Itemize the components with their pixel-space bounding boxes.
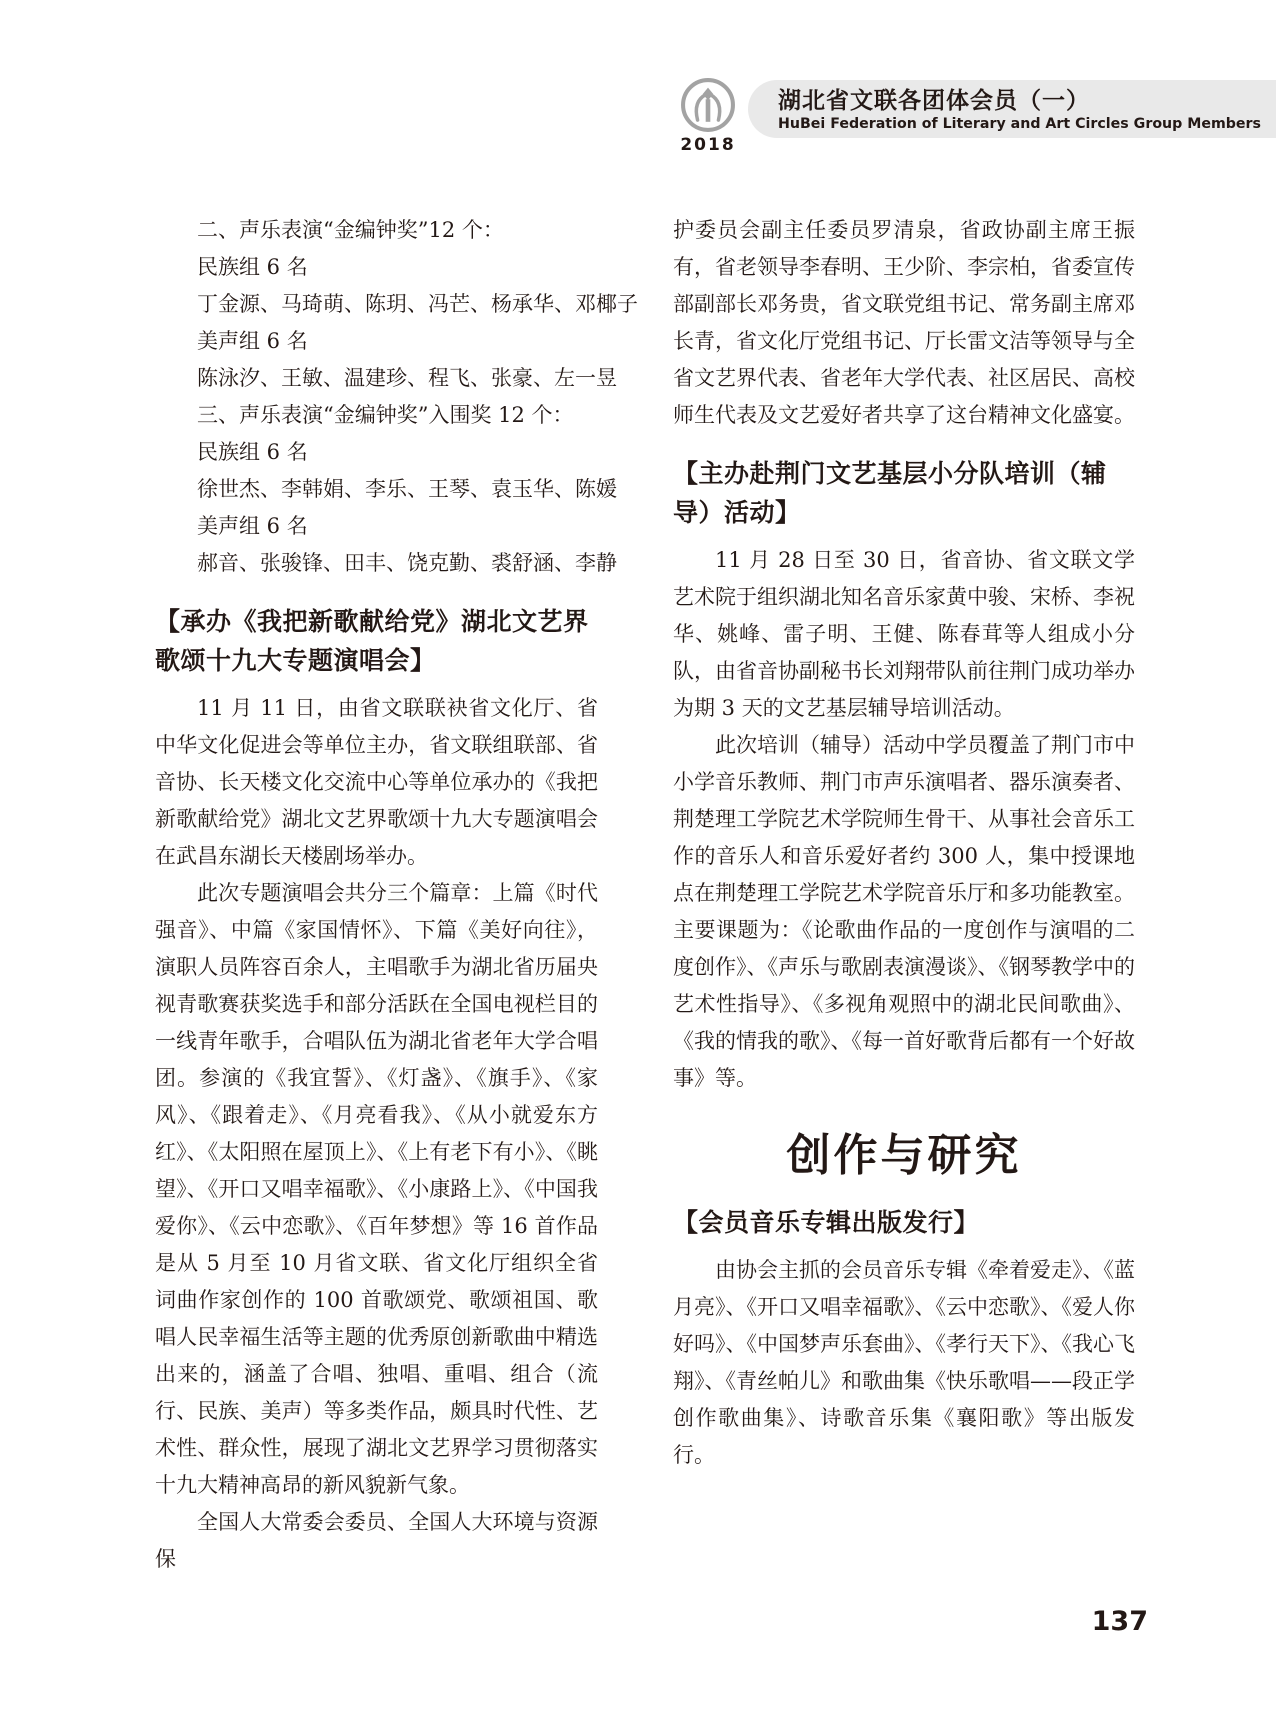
- page-number: 137: [1091, 1606, 1148, 1637]
- federation-logo-icon: [676, 76, 740, 134]
- chapter-title: 创作与研究: [786, 1130, 1022, 1181]
- list-line: 郝音、张骏锋、田丰、饶克勤、裘舒涵、李静: [197, 551, 617, 575]
- body-paragraph: 11 月 11 日，由省文联联袂省文化厅、省中华文化促进会等单位主办，省文联组联部、省音协、长天楼文化交流中心等单位承办的《我把新歌献给党》湖北文艺界歌颂十九大专题演唱会在武昌东湖长天楼剧场举办。: [155, 696, 598, 868]
- list-line: 美声组 6 名: [197, 329, 308, 353]
- left-column: [155, 212, 638, 1578]
- header-logo-block: [676, 76, 740, 155]
- list-line: 民族组 6 名: [197, 440, 308, 464]
- list-line: 民族组 6 名: [197, 255, 308, 279]
- body-paragraph: 护委员会副主任委员罗清泉，省政协副主席王振有，省老领导李春明、王少阶、李宗柏，省委宣传部副部长邓务贵，省文联党组书记、常务副主席邓长青，省文化厅党组书记、厅长雷文洁等领导与全省文艺界代表、省老年大学代表、社区居民、高校师生代表及文艺爱好者共享了这台精神文化盛宴。: [673, 218, 1135, 427]
- body-paragraph: 由协会主抓的会员音乐专辑《牵着爱走》、《蓝月亮》、《开口又唱幸福歌》、《云中恋歌》、《爱人你好吗》、《中国梦声乐套曲》、《孝行天下》、《我心飞翔》、《青丝帕儿》和歌曲集《快乐歌唱——段正学创作歌曲集》、诗歌音乐集《襄阳歌》等出版发行。: [673, 1258, 1135, 1467]
- header-title-cn: 湖北省文联各团体会员（一）: [778, 88, 1090, 114]
- body-paragraph: 11 月 28 日至 30 日，省音协、省文联文学艺术院于组织湖北知名音乐家黄中骏、宋桥、李祝华、姚峰、雷子明、王健、陈春茸等人组成小分队，由省音协副秘书长刘翔带队前往荆门成功举办为期 3 天的文艺基层辅导培训活动。: [673, 548, 1135, 720]
- body-paragraph: 此次专题演唱会共分三个篇章：上篇《时代强音》、中篇《家国情怀》、下篇《美好向往》，演职人员阵容百余人，主唱歌手为湖北省历届央视青歌赛获奖选手和部分活跃在全国电视栏目的一线青年歌手，合唱队伍为湖北省老年大学合唱团。参演的《我宜誓》、《灯盏》、《旗手》、《家风》、《跟着走》、《月亮看我》、《从小就爱东方红》、《太阳照在屋顶上》、《上有老下有小》、《眺望》、《开口又唱幸福歌》、《小康路上》、《中国我爱你》、《云中恋歌》、《百年梦想》等 16 首作品是从 5 月至 10 月省文联、省文化厅组织全省词曲作家创作的 100 首歌颂党、歌颂祖国、歌唱人民幸福生活等主题的优秀原创新歌曲中精选出来的，涵盖了合唱、独唱、重唱、组合（流行、民族、美声）等多类作品，颇具时代性、艺术性、群众性，展现了湖北文艺界学习贯彻落实十九大精神高昂的新风貌新气象。: [155, 881, 598, 1497]
- right-column: [673, 212, 1135, 1474]
- section-heading: 【承办《我把新歌献给党》湖北文艺界歌颂十九大专题演唱会】: [155, 607, 589, 675]
- section-heading: 【主办赴荆门文艺基层小分队培训（辅导）活动】: [673, 459, 1107, 527]
- section-heading: 【会员音乐专辑出版发行】: [673, 1208, 980, 1237]
- header-year: 2018: [680, 135, 736, 155]
- header-bar: [748, 80, 1276, 138]
- header-title-en: HuBei Federation of Literary and Art Circles Group Members: [778, 116, 1261, 132]
- body-paragraph: 此次培训（辅导）活动中学员覆盖了荆门市中小学音乐教师、荆门市声乐演唱者、器乐演奏者、荆楚理工学院艺术学院师生骨干、从事社会音乐工作的音乐人和音乐爱好者约 300 人，集中授课地点在荆楚理工学院艺术学院音乐厅和多功能教室。主要课题为：《论歌曲作品的一度创作与演唱的二度创作》、《声乐与歌剧表演漫谈》、《钢琴教学中的艺术性指导》、《多视角观照中的湖北民间歌曲》、《我的情我的歌》、《每一首好歌背后都有一个好故事》等。: [673, 733, 1135, 1090]
- list-line: 三、声乐表演“金编钟奖”入围奖 12 个：: [197, 403, 574, 427]
- list-line: 美声组 6 名: [197, 514, 308, 538]
- body-paragraph: 全国人大常委会委员、全国人大环境与资源保: [155, 1510, 598, 1571]
- list-line: 徐世杰、李韩娟、李乐、王琴、袁玉华、陈媛: [197, 477, 617, 501]
- list-line: 陈泳汐、王敏、温建珍、程飞、张豪、左一昱: [197, 366, 617, 390]
- list-line: 丁金源、马琦萌、陈玥、冯芒、杨承华、邓椰子: [197, 292, 638, 316]
- list-line: 二、声乐表演“金编钟奖”12 个：: [197, 218, 504, 242]
